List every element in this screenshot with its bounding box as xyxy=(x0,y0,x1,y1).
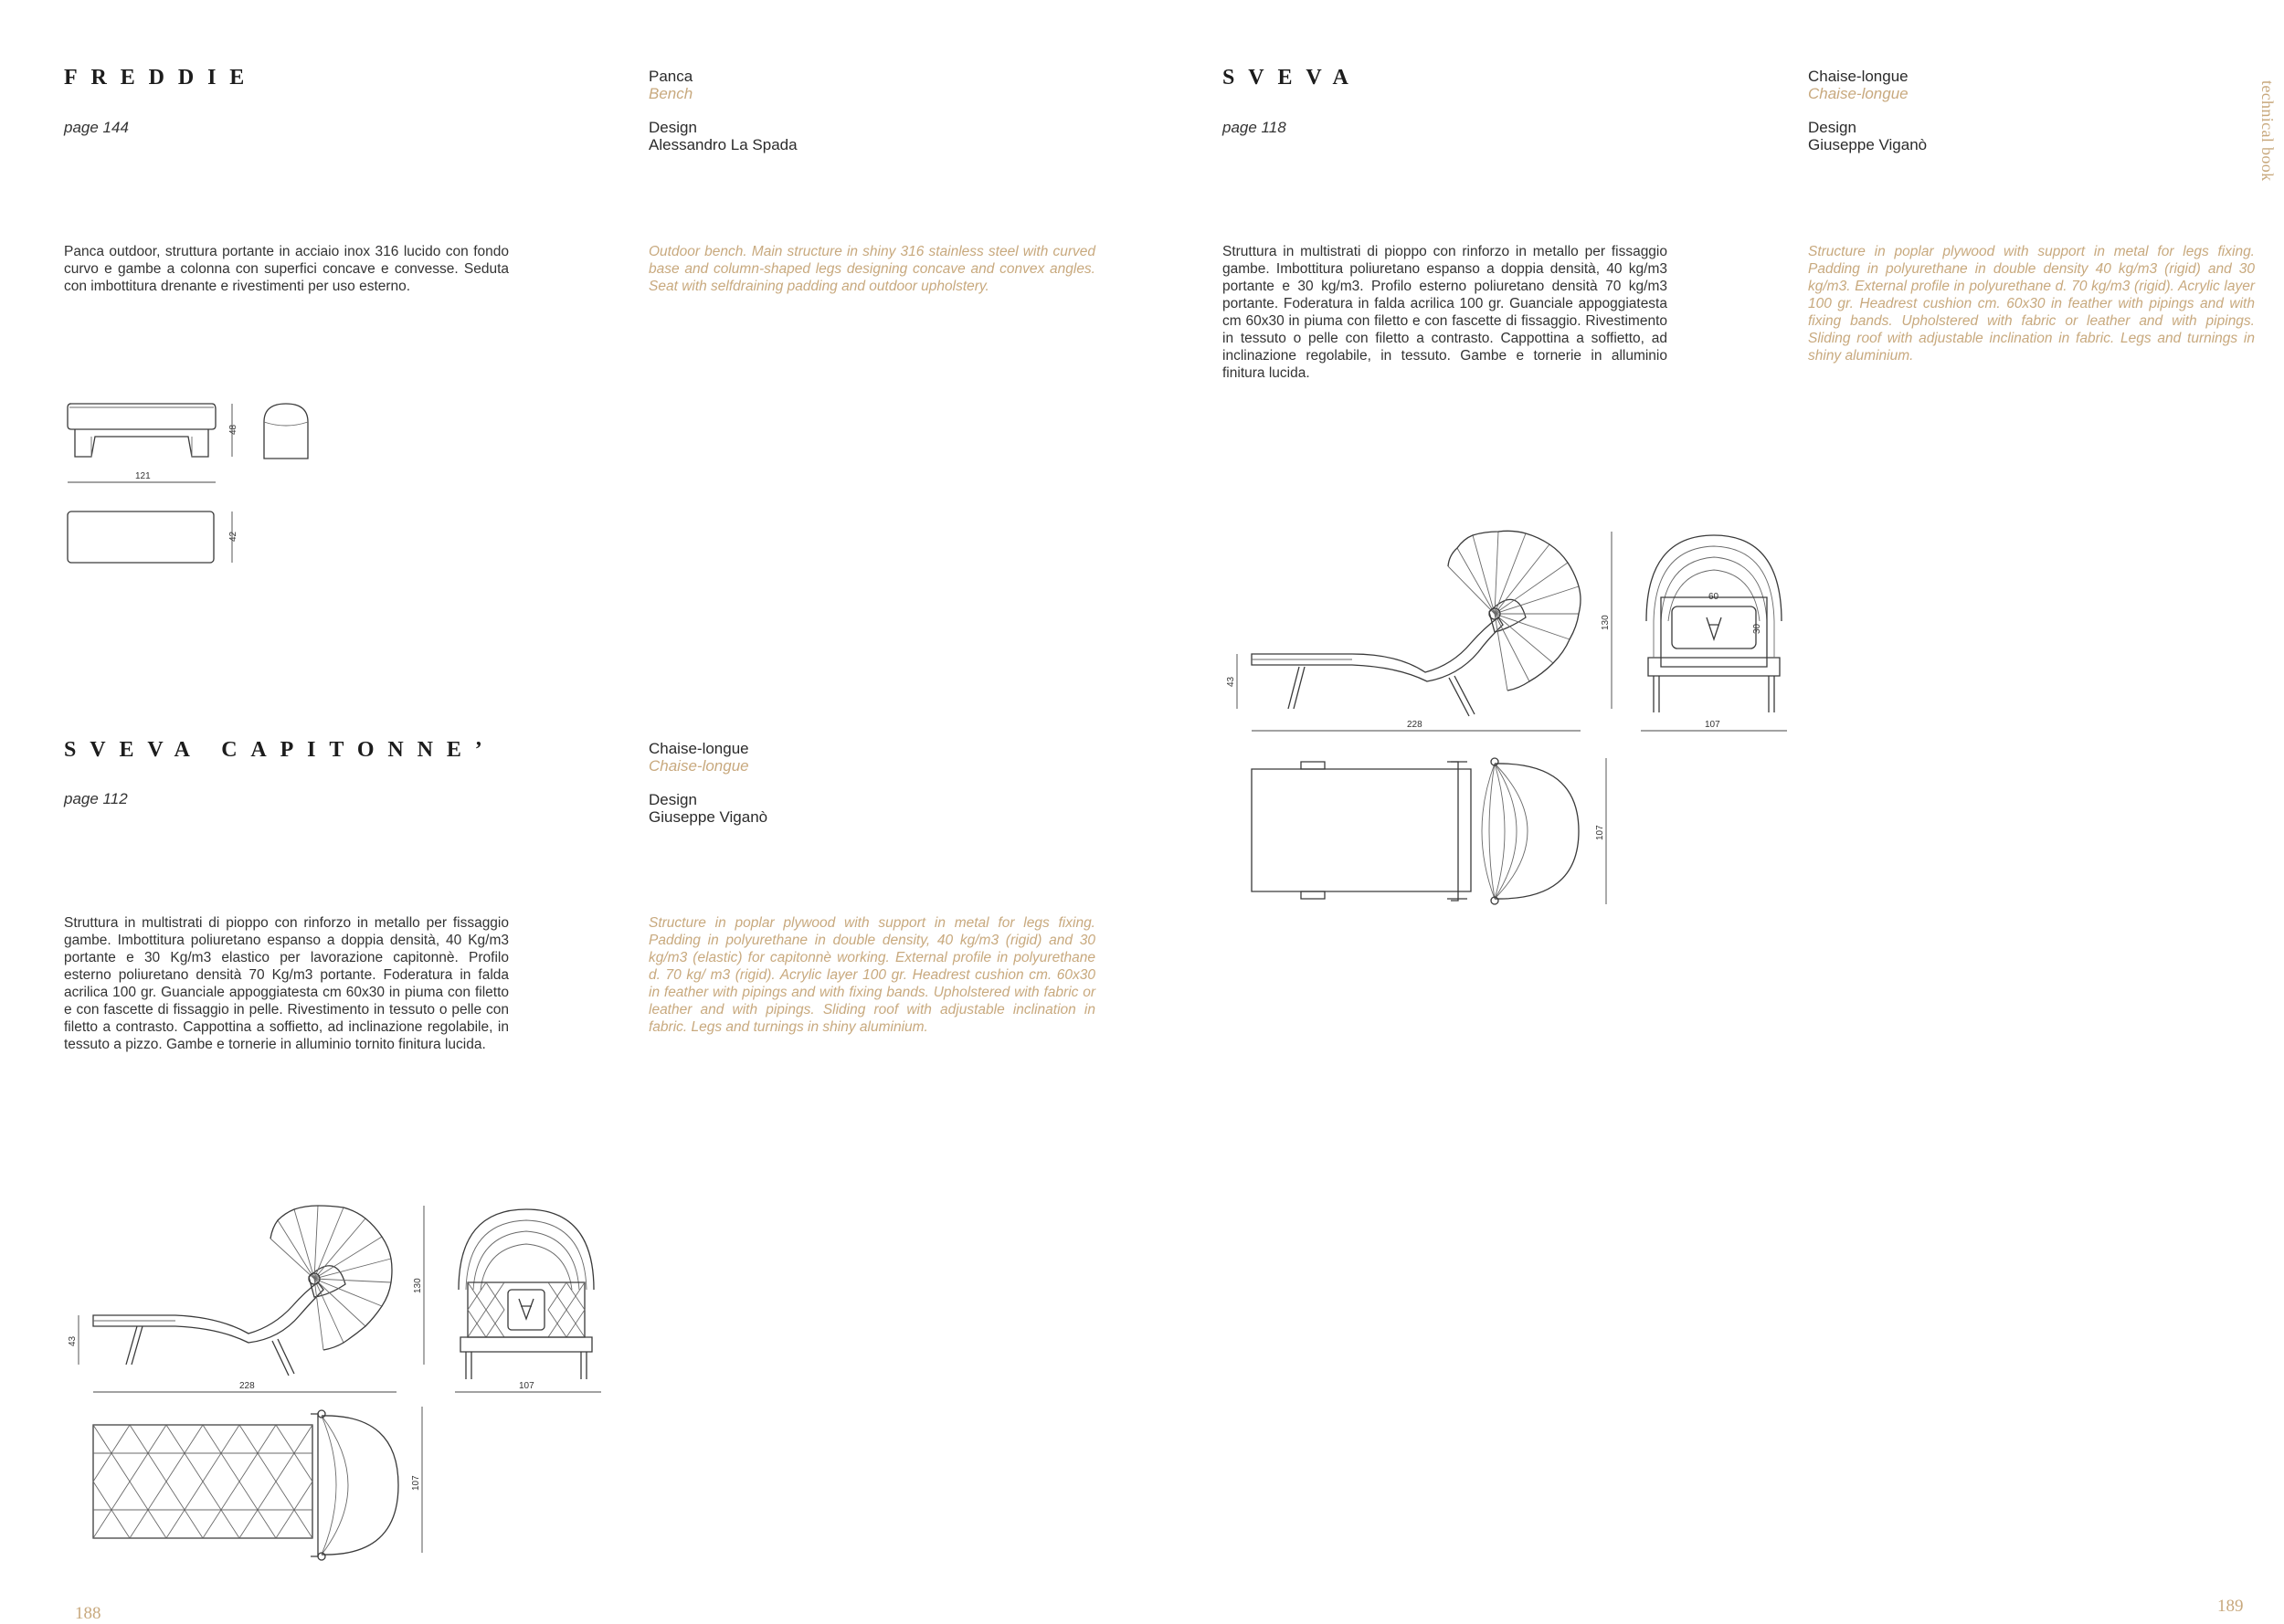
freddie-top-drawing xyxy=(66,510,248,566)
sveva-cushion-width-dim: 60 xyxy=(1708,592,1719,602)
sveva-capitonne-length-dim: 228 xyxy=(239,1381,255,1391)
freddie-title: FREDDIE xyxy=(64,66,259,90)
page-number-left: 188 xyxy=(75,1604,101,1623)
sveva-capitonne-design-label: Design xyxy=(649,791,697,808)
freddie-side-drawing xyxy=(260,402,315,466)
sveva-description-it: Struttura in multistrati di pioppo con rinforzo in metallo per fissaggio gambe. Imbottitura poliuretano espanso a doppia densità, 40 kg/m3 portante e 30 kg/m3. Profilo esterno poliuretano densità 70 kg/m3 portante. Foderatura in falda acrilica 100 gr. Guanciale appoggiatesta cm 60x30 in piuma con filetto e con fascette di fissaggio. Rivestimento in tessuto o pelle con filetto a contrasto. Cappottina a soffietto, ad inclinazione regolabile, in tessuto. Gambe e tornerie in alluminio finitura lucida. xyxy=(1222,244,1667,381)
freddie-depth-dim: 42 xyxy=(228,531,238,542)
sveva-width-dim: 107 xyxy=(1705,720,1720,730)
sveva-title: SVEVA xyxy=(1222,66,1362,90)
sveva-capitonne-category: Chaise-longue xyxy=(649,740,749,757)
sveva-designer: Giuseppe Viganò xyxy=(1808,136,1928,153)
sveva-capitonne-top-width-dim: 107 xyxy=(411,1475,421,1491)
sveva-capitonne-description-en: Structure in poplar plywood with support in metal for legs fixing. Padding in polyurethane in double density, 40 kg/m3 (rigid) and 30 kg/m3 (elastic) for capitonnè working. External profile in polyurethane d. 70 kg/ m3 (rigid). Acrylic layer 100 gr. Headrest cushion cm. 60x30 in feather with pipings and with fixing bands. Upholstered with fabric or leather and with pipings. Sliding roof with adjustable inclination in fabric. Legs and turnings in shiny aluminium. xyxy=(649,915,1095,1035)
freddie-front-drawing xyxy=(64,393,247,493)
sveva-cushion-height-dim: 30 xyxy=(1752,623,1762,634)
sveva-top-width-dim: 107 xyxy=(1595,825,1605,840)
sveva-capitonne-category-en: Chaise-longue xyxy=(649,757,749,775)
freddie-description-it: Panca outdoor, struttura portante in acciaio inox 316 lucido con fondo curvo e gambe a colonna con superfici concave e convesse. Seduta con imbottitura drenante e rivestimenti per uso esterno. xyxy=(64,244,509,294)
sveva-description-en: Structure in poplar plywood with support in metal for legs fixing. Padding in polyurethane in double density 40 kg/m3 (rigid) and 30 kg/m3. External profile in polyurethane d. 70 kg/m3 (rigid). Acrylic layer 100 gr. Headrest cushion cm. 60x30 in feather with pipings and with fixing bands. Upholstered with fabric or leather and with pipings. Sliding roof with adjustable inclination in fabric. Legs and turnings in shiny aluminium. xyxy=(1808,244,2255,364)
sveva-design-label: Design xyxy=(1808,119,1856,136)
sveva-capitonne-front-drawing xyxy=(449,1206,614,1397)
freddie-designer: Alessandro La Spada xyxy=(649,136,798,153)
page-number-right: 189 xyxy=(2217,1597,2244,1616)
sveva-category-en: Chaise-longue xyxy=(1808,85,1909,102)
sveva-side-drawing xyxy=(1224,530,1626,740)
sveva-capitonne-description-it: Struttura in multistrati di pioppo con rinforzo in metallo per fissaggio gambe. Imbottitura poliuretano espanso a doppia densità, 40 Kg/m3 portante e 30 Kg/m3 elastico per lavorazione capitonnè. Profilo esterno poliuretano densità 70 Kg/m3 portante. Foderatura in falda acrilica 100 gr. Guanciale appoggiatesta cm 60x30 in piuma con filetto e con fascette di fissaggio in pelle. Rivestimento in tessuto o pelle con filetto a contrasto. Cappottina a soffietto, ad inclinazione regolabile, in tessuto a pizzo. Gambe e tornerie in alluminio tornito finitura lucida. xyxy=(64,915,509,1052)
sveva-capitonne-page-ref: page 112 xyxy=(64,790,128,807)
brand-crest-icon xyxy=(1707,617,1721,639)
sveva-capitonne-title: SVEVA CAPITONNE’ xyxy=(64,738,496,762)
sveva-capitonne-width-dim: 107 xyxy=(519,1381,534,1391)
freddie-description-en: Outdoor bench. Main structure in shiny 316 stainless steel with curved base and column-shaped legs designing concave and convex angles. Seat with selfdraining padding and outdoor upholstery. xyxy=(649,244,1095,294)
sveva-capitonne-height-dim: 43 xyxy=(68,1335,78,1346)
technical-book-side-label: technical book xyxy=(2258,80,2277,182)
freddie-category-en: Bench xyxy=(649,85,693,102)
sveva-capitonne-side-drawing xyxy=(66,1206,440,1397)
sveva-front-drawing xyxy=(1635,530,1800,740)
sveva-top-drawing xyxy=(1250,758,1615,913)
brand-crest-icon xyxy=(519,1299,534,1319)
sveva-length-dim: 228 xyxy=(1407,720,1422,730)
freddie-design-label: Design xyxy=(649,119,697,136)
sveva-capitonne-canopy-height-dim: 130 xyxy=(413,1278,423,1293)
sveva-capitonne-designer: Giuseppe Viganò xyxy=(649,808,768,826)
sveva-page-ref: page 118 xyxy=(1222,119,1286,136)
sveva-capitonne-top-drawing xyxy=(91,1407,439,1571)
sveva-canopy-height-dim: 130 xyxy=(1601,615,1611,630)
freddie-width-dim: 121 xyxy=(135,471,151,481)
freddie-page-ref: page 144 xyxy=(64,119,129,136)
sveva-height-dim: 43 xyxy=(1226,676,1236,687)
freddie-height-dim: 48 xyxy=(228,424,238,435)
sveva-category: Chaise-longue xyxy=(1808,68,1909,85)
freddie-category: Panca xyxy=(649,68,693,85)
